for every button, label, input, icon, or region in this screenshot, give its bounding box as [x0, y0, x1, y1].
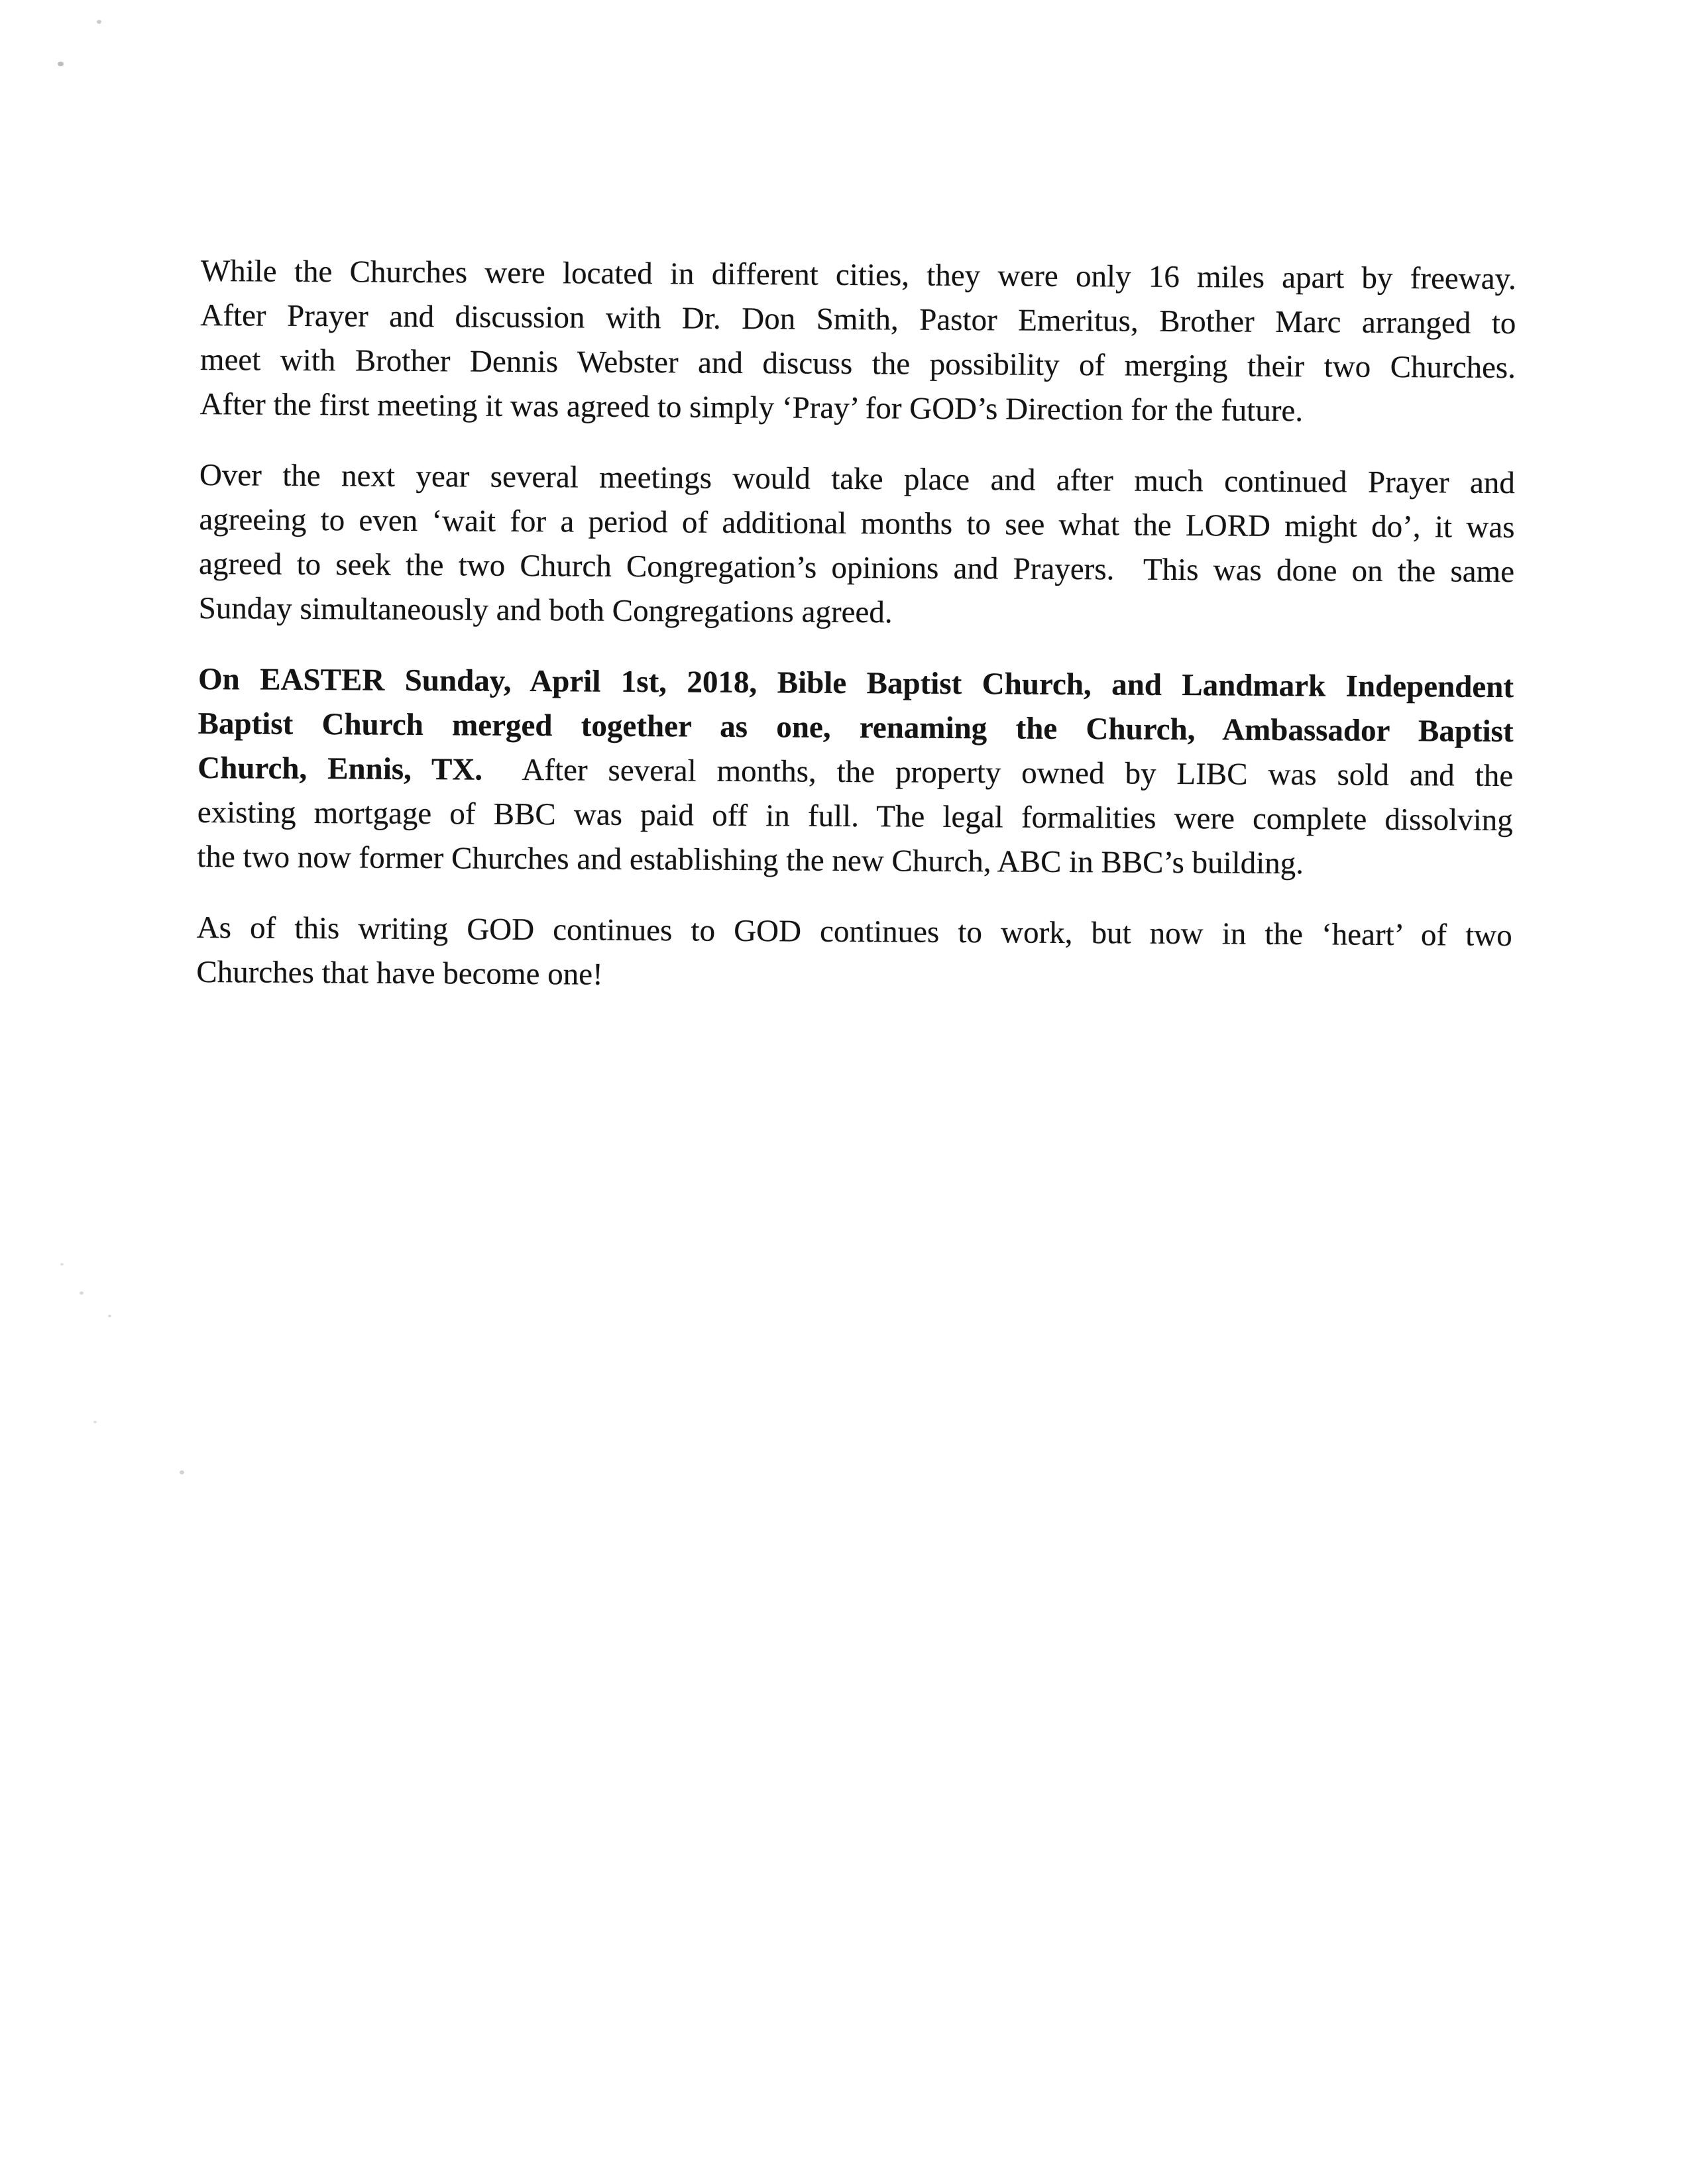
scan-speck — [97, 20, 101, 24]
bold-text-segment: Church, Ennis, TX. — [197, 750, 483, 787]
text-segment: After the first meeting it was agreed to simply ‘Pray’ for GOD’s Direction for the future. — [199, 386, 1304, 429]
text-line — [197, 746, 1513, 798]
text-segment: While the Churches were located in different cities, they were only 16 miles apart by freeway. — [200, 253, 1516, 297]
text-line — [199, 498, 1514, 550]
text-segment: Over the next year several meetings would take place and after much continued Prayer and — [199, 457, 1516, 501]
text-segment: agreed to seek the two Church Congregation’s opinions and Prayers. This was done on the same — [198, 546, 1515, 590]
bold-text-segment: Baptist Church merged together as one, renaming the Church, Ambassador Baptist — [197, 706, 1514, 749]
text-line — [197, 906, 1512, 958]
text-line — [197, 835, 1512, 887]
text-line — [200, 338, 1516, 390]
text-segment: After several months, the property owned by LIBC was sold and the — [482, 752, 1514, 794]
scan-speck — [93, 1421, 97, 1423]
text-line — [201, 249, 1516, 301]
scan-speck — [60, 1263, 64, 1266]
paragraph-next-year-meetings — [198, 453, 1515, 639]
text-segment: existing mortgage of BBC was paid off in full. The legal formalities were complete dissolving — [197, 794, 1513, 838]
text-segment: Sunday simultaneously and both Congregations agreed. — [198, 590, 893, 630]
scan-speck — [58, 62, 64, 66]
scan-speck — [108, 1315, 111, 1317]
text-line — [198, 586, 1514, 639]
text-line — [200, 294, 1516, 346]
paragraph-easter-merger — [197, 657, 1514, 887]
scan-speck — [80, 1291, 84, 1295]
text-line — [199, 453, 1515, 506]
text-segment: As of this writing GOD continues to GOD continues to work, but now in the ‘heart’ of two — [196, 910, 1512, 954]
text-segment: agreeing to even ‘wait for a period of additional months to see what the LORD might do’, it was — [199, 502, 1515, 545]
text-segment: the two now former Churches and establishing the new Church, ABC in BBC’s building. — [197, 839, 1304, 881]
paragraph-churches-located — [199, 249, 1516, 435]
text-line — [196, 950, 1512, 1003]
paragraph-god-continues — [196, 906, 1512, 1003]
document-text — [196, 249, 1516, 1003]
text-segment: After Prayer and discussion with Dr. Don Smith, Pastor Emeritus, Brother Marc arranged to — [200, 298, 1516, 341]
text-line — [198, 657, 1514, 710]
bold-text-segment: On EASTER Sunday, April 1st, 2018, Bible Baptist Church, and Landmark Independent — [197, 661, 1514, 705]
text-line — [197, 702, 1513, 754]
text-segment: Churches that have become one! — [196, 954, 603, 992]
text-line — [199, 542, 1514, 594]
text-line — [197, 791, 1513, 843]
text-segment: meet with Brother Dennis Webster and discuss the possibility of merging their two Churches. — [199, 342, 1516, 386]
text-line — [199, 382, 1515, 435]
scan-speck — [180, 1470, 184, 1474]
